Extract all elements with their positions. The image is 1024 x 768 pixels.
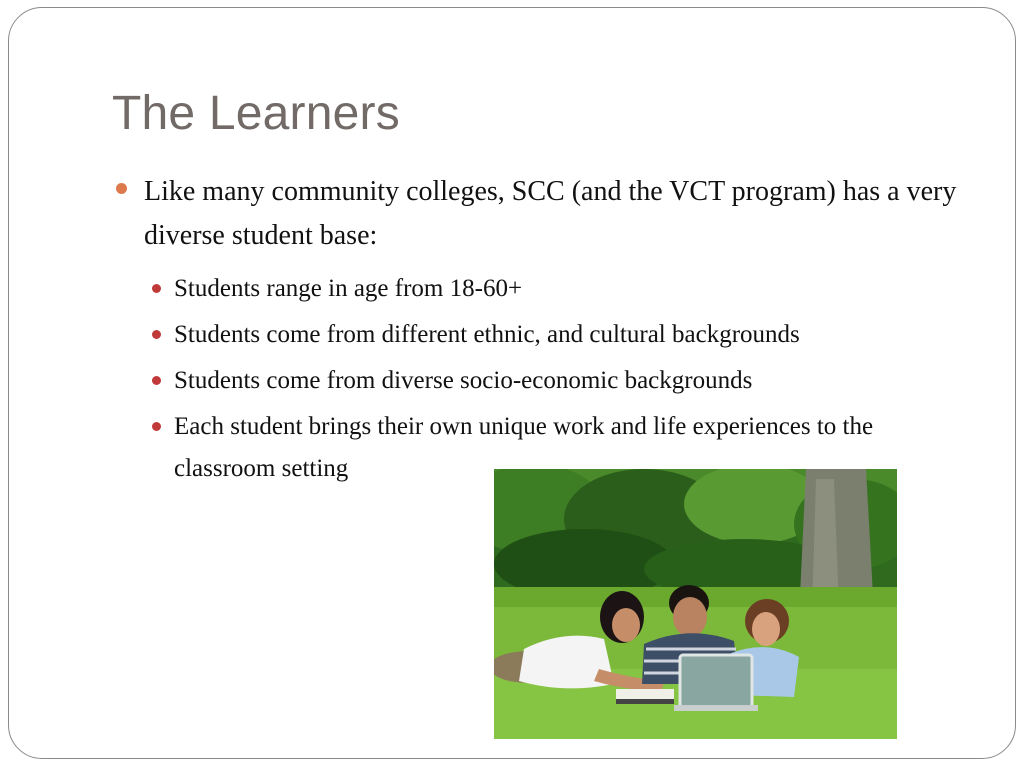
students-on-grass-with-laptop-icon [494, 469, 897, 739]
bullet-main-text: Like many community colleges, SCC (and the VCT program) has a very diverse student base: [144, 176, 957, 251]
slide-title: The Learners [112, 87, 400, 140]
bullet-main [112, 170, 972, 258]
sub-bullet-list [112, 268, 972, 490]
sub-bullet-dot-icon [152, 330, 161, 339]
sub-bullet-text: Students range in age from 18-60+ [174, 275, 523, 302]
sub-bullet-dot-icon [152, 284, 161, 293]
sub-bullet-text: Students come from different ethnic, and cultural backgrounds [174, 321, 800, 348]
sub-bullet-text: Each student brings their own unique work and life experiences to the classroom setting [174, 413, 874, 482]
sub-bullet-item [112, 268, 972, 310]
sub-bullet-item [112, 314, 972, 356]
sub-bullet-dot-icon [152, 376, 161, 385]
slide-body [112, 170, 972, 494]
sub-bullet-dot-icon [152, 422, 161, 431]
bullet-dot-icon [116, 183, 127, 194]
students-photo [494, 469, 897, 739]
sub-bullet-item [112, 360, 972, 402]
sub-bullet-text: Students come from diverse socio-economic backgrounds [174, 367, 753, 394]
